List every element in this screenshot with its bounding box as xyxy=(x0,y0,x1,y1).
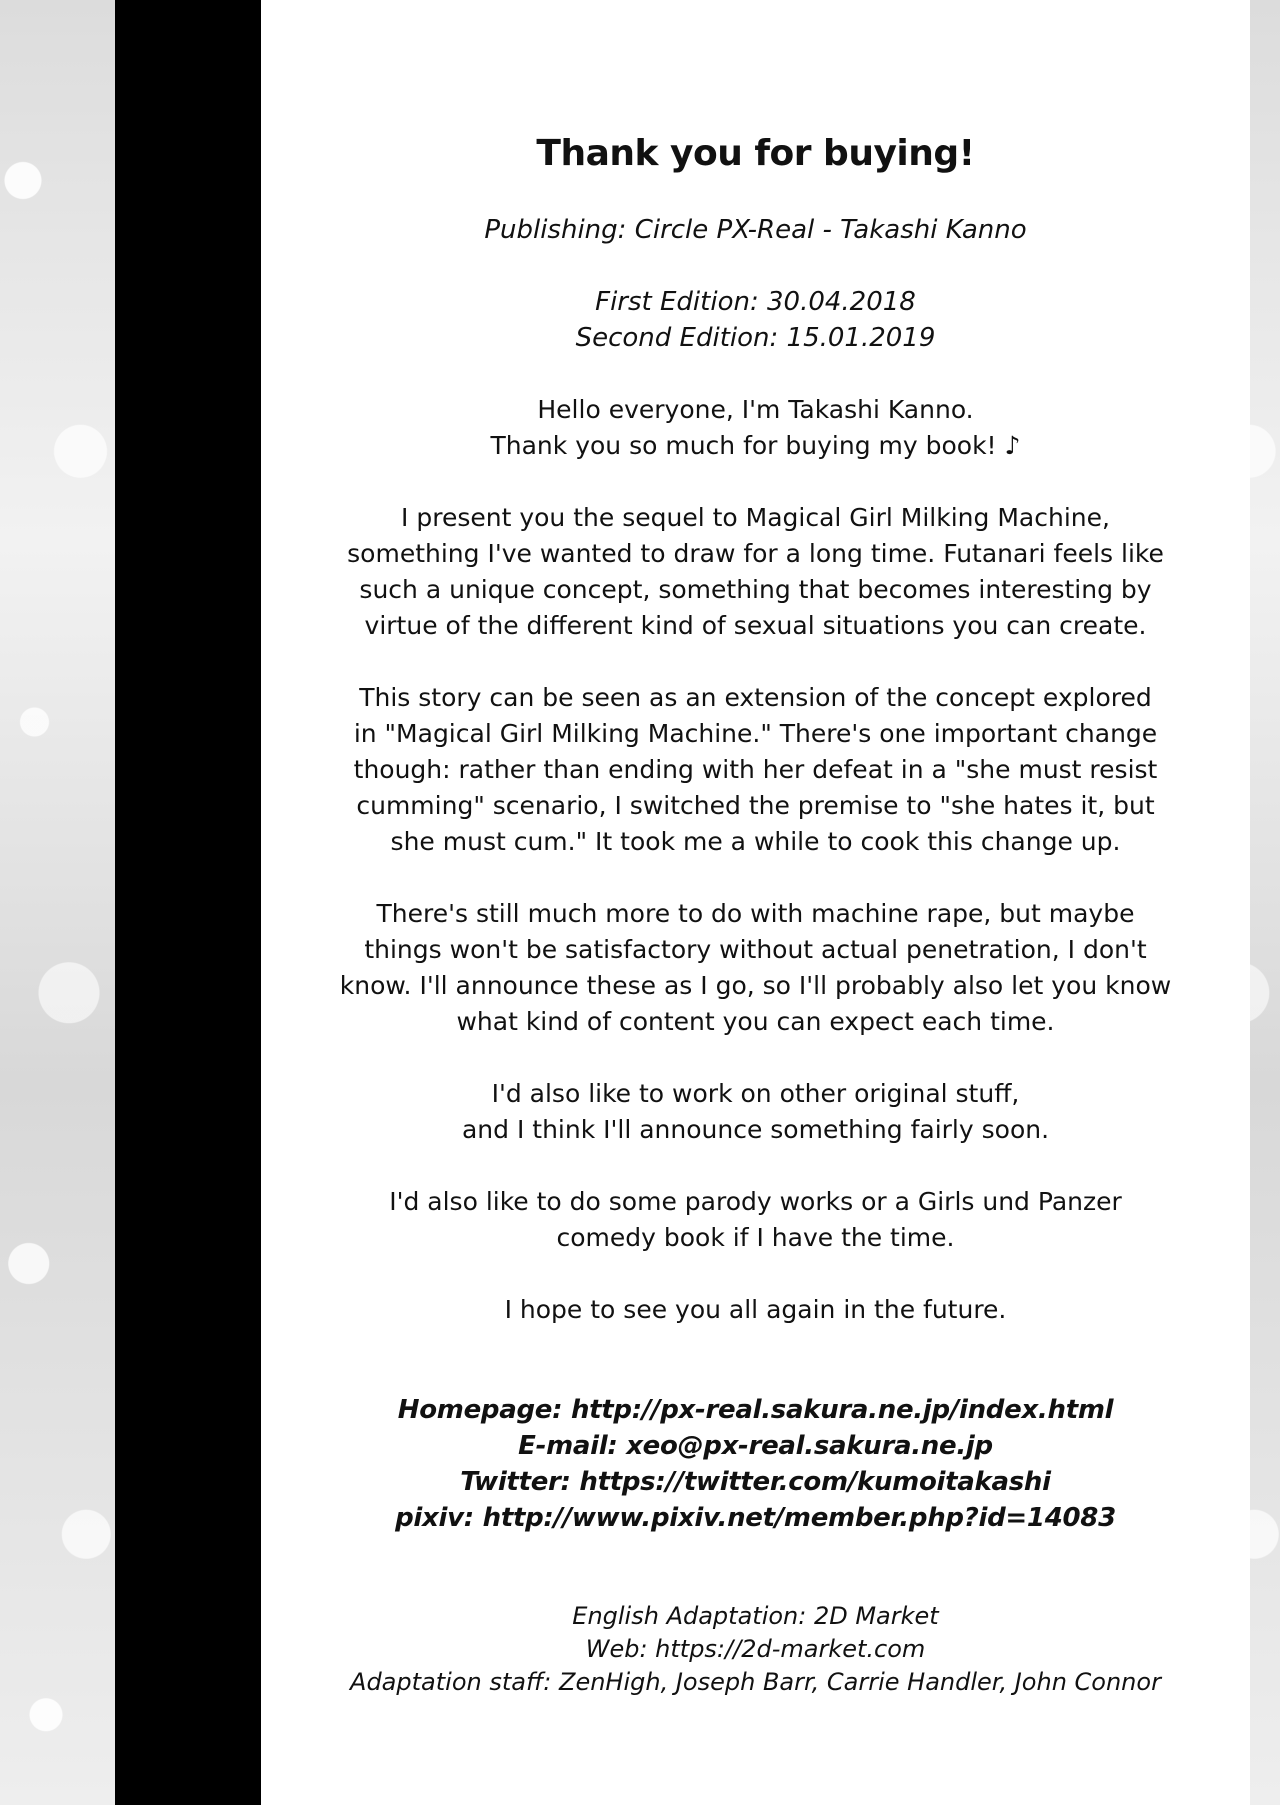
text-line: cumming" scenario, I switched the premise to "she hates it, but xyxy=(356,791,1155,820)
document-page xyxy=(261,0,1250,1805)
text-line: what kind of content you can expect each time. xyxy=(456,1007,1055,1036)
homepage-link[interactable]: Homepage: http://px-real.sakura.ne.jp/index.html xyxy=(397,1395,1114,1425)
english-adaptation: English Adaptation: 2D Market xyxy=(572,1602,939,1630)
paragraph-greeting xyxy=(261,392,1250,464)
text-line: such a unique concept, something that becomes interesting by xyxy=(359,575,1152,604)
pixiv-link[interactable]: pixiv: http://www.pixiv.net/member.php?id=14083 xyxy=(395,1503,1116,1533)
edition-info xyxy=(261,284,1250,356)
text-line: I present you the sequel to Magical Girl Milking Machine, xyxy=(401,503,1110,532)
paragraph-future-content xyxy=(261,896,1250,1040)
publishing-line xyxy=(261,212,1250,248)
text-line: things won't be satisfactory without actual penetration, I don't xyxy=(364,935,1147,964)
text-line: I'd also like to work on other original stuff, xyxy=(491,1079,1020,1108)
text-line: Thank you so much for buying my book! ♪ xyxy=(490,431,1021,460)
adaptation-credits xyxy=(261,1600,1250,1699)
text-line: and I think I'll announce something fairly soon. xyxy=(461,1115,1050,1144)
page-frame xyxy=(115,0,1177,1805)
text-line: though: rather than ending with her defeat in a "she must resist xyxy=(353,755,1158,784)
text-line: in "Magical Girl Milking Machine." There's one important change xyxy=(353,719,1158,748)
web-credit: Web: https://2d-market.com xyxy=(585,1635,926,1663)
contact-links xyxy=(261,1392,1250,1536)
first-edition: First Edition: 30.04.2018 xyxy=(595,287,916,317)
twitter-link[interactable]: Twitter: https://twitter.com/kumoitakashi xyxy=(460,1467,1051,1497)
text-line: I hope to see you all again in the future. xyxy=(504,1295,1007,1324)
email-link[interactable]: E-mail: xeo@px-real.sakura.ne.jp xyxy=(518,1431,993,1461)
text-line: Hello everyone, I'm Takashi Kanno. xyxy=(537,395,974,424)
document-content xyxy=(261,130,1250,1699)
paragraph-closing xyxy=(261,1292,1250,1328)
text-line: comedy book if I have the time. xyxy=(556,1223,955,1252)
left-background-margin xyxy=(0,0,115,1805)
page-title: Thank you for buying! xyxy=(536,133,975,174)
text-line: she must cum." It took me a while to cook this change up. xyxy=(390,827,1121,856)
paragraph-sequel xyxy=(261,500,1250,644)
paragraph-extension xyxy=(261,680,1250,860)
paragraph-parody xyxy=(261,1184,1250,1256)
text-line: virtue of the different kind of sexual situations you can create. xyxy=(364,611,1147,640)
text-line: something I've wanted to draw for a long time. Futanari feels like xyxy=(347,539,1164,568)
text-line: I'd also like to do some parody works or a Girls und Panzer xyxy=(389,1187,1122,1216)
publishing-text: Publishing: Circle PX-Real - Takashi Kanno xyxy=(484,215,1027,245)
adaptation-staff: Adaptation staff: ZenHigh, Joseph Barr, Carrie Handler, John Connor xyxy=(350,1668,1161,1696)
paragraph-original-stuff xyxy=(261,1076,1250,1148)
text-line: This story can be seen as an extension of the concept explored xyxy=(359,683,1152,712)
text-line: know. I'll announce these as I go, so I'll probably also let you know xyxy=(339,971,1172,1000)
second-edition: Second Edition: 15.01.2019 xyxy=(575,323,936,353)
text-line: There's still much more to do with machine rape, but maybe xyxy=(376,899,1135,928)
